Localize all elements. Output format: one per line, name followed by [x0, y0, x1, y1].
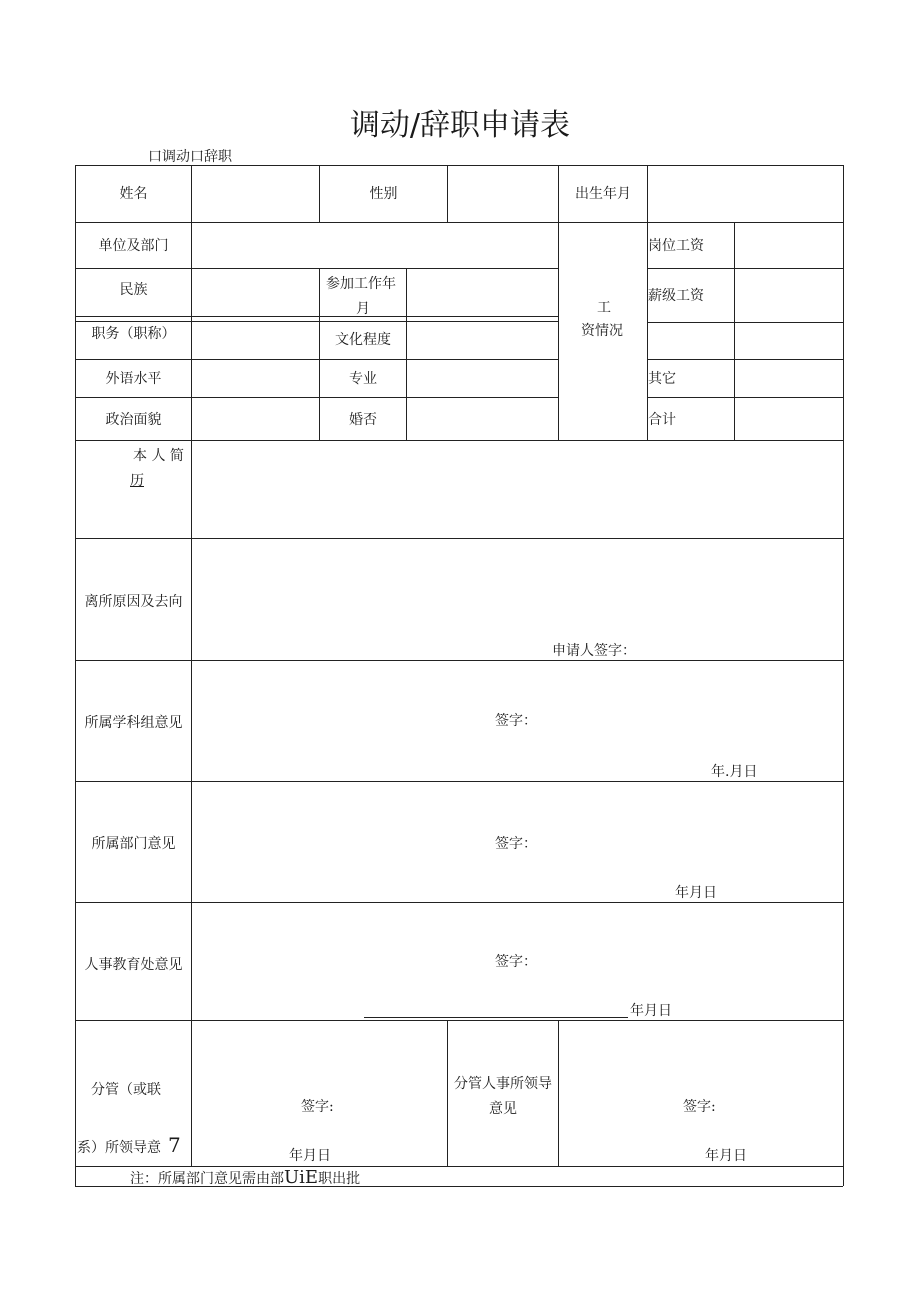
salary-extra-value-field[interactable]: [737, 325, 840, 356]
position-field[interactable]: [194, 324, 316, 357]
post-salary-label: 岗位工资: [648, 238, 704, 254]
page-title: 调动/辞职申请表: [349, 108, 571, 143]
applicant-signature-label: 申请人签字：: [552, 643, 636, 659]
leader-opinion-field[interactable]: [194, 1023, 444, 1091]
gender-label: 性别: [369, 186, 398, 202]
political-label: 政治面貌: [105, 412, 162, 428]
hr-signature-label: 签字：: [495, 954, 537, 970]
leader-date-label: 年月日: [289, 1148, 331, 1164]
education-label: 文化程度: [335, 332, 391, 348]
footnote-suffix: 职出批: [318, 1171, 361, 1187]
unit-dept-label: 单位及部门: [98, 238, 169, 254]
marital-field[interactable]: [409, 400, 555, 437]
ethnicity-field[interactable]: [194, 271, 316, 314]
work-start-label-line2: 月: [356, 301, 370, 317]
salary-label-line1: 工: [597, 300, 611, 316]
language-label: 外语水平: [105, 371, 162, 387]
name-label: 姓名: [119, 186, 148, 202]
group-opinion-field[interactable]: [194, 663, 840, 703]
post-salary-field[interactable]: [737, 225, 840, 265]
dept-date-label: 年月日: [675, 885, 717, 901]
leader-label-line1: 分管（或联: [91, 1082, 161, 1098]
unit-dept-field[interactable]: [194, 225, 555, 265]
hr-leader-date-label: 年月日: [705, 1148, 747, 1164]
footnote-mark: UiE: [284, 1167, 319, 1188]
other-salary-label: 其它: [648, 371, 676, 387]
ethnicity-label: 民族: [119, 282, 148, 298]
salary-label-line2: 资情况: [581, 323, 623, 339]
resume-label-line1: 本 人 简: [133, 448, 184, 464]
hr-leader-signature-label: 签字:: [683, 1099, 716, 1115]
major-field[interactable]: [409, 362, 555, 394]
grade-salary-field[interactable]: [737, 271, 840, 319]
salary-extra-field[interactable]: [650, 325, 731, 356]
dept-opinion-label: 所属部门意见: [91, 836, 176, 852]
dept-opinion-field[interactable]: [194, 784, 840, 828]
grade-salary-label: 薪级工资: [648, 288, 704, 304]
total-salary-label: 合计: [648, 412, 676, 428]
work-start-field[interactable]: [409, 271, 555, 314]
hr-signature-line: [364, 1017, 628, 1018]
leader-label-line2: 系）所领导意: [77, 1140, 161, 1156]
footnote-prefix: 注：所属部门意见需由部: [130, 1171, 284, 1187]
group-opinion-label: 所属学科组意见: [84, 715, 183, 731]
leave-reason-label: 离所原因及去向: [84, 594, 183, 610]
application-type-options[interactable]: 口调动口辞职: [148, 149, 232, 165]
leader-signature-label: 签字:: [301, 1099, 334, 1115]
group-date-label: 年.月日: [711, 764, 758, 780]
major-label: 专业: [349, 371, 377, 387]
resume-label-line2: 历: [130, 473, 144, 489]
leave-reason-field[interactable]: [194, 541, 840, 641]
hr-date-label: 年月日: [630, 1003, 672, 1019]
dept-signature-label: 签字：: [495, 836, 537, 852]
hr-leader-label-line2: 意见: [489, 1101, 517, 1117]
birth-field[interactable]: [650, 168, 840, 219]
leader-label-tail: 7: [168, 1133, 181, 1157]
hr-leader-opinion-field[interactable]: [561, 1023, 840, 1091]
work-start-label-line1: 参加工作年: [326, 276, 396, 292]
marital-label: 婚否: [349, 412, 377, 428]
group-signature-label: 签字：: [495, 713, 537, 729]
hr-opinion-field[interactable]: [194, 905, 840, 947]
other-salary-field[interactable]: [737, 362, 840, 394]
language-field[interactable]: [194, 362, 316, 394]
hr-opinion-label: 人事教育处意见: [84, 957, 183, 973]
resume-field[interactable]: [194, 443, 840, 535]
total-salary-field[interactable]: [737, 400, 840, 437]
political-field[interactable]: [194, 400, 316, 437]
name-field[interactable]: [194, 168, 316, 219]
education-field[interactable]: [409, 324, 555, 357]
footnote: [130, 1167, 361, 1188]
birth-label: 出生年月: [575, 186, 631, 202]
gender-field[interactable]: [450, 168, 555, 219]
hr-leader-label-line1: 分管人事所领导: [454, 1076, 552, 1092]
position-label: 职务（职称）: [91, 326, 176, 342]
